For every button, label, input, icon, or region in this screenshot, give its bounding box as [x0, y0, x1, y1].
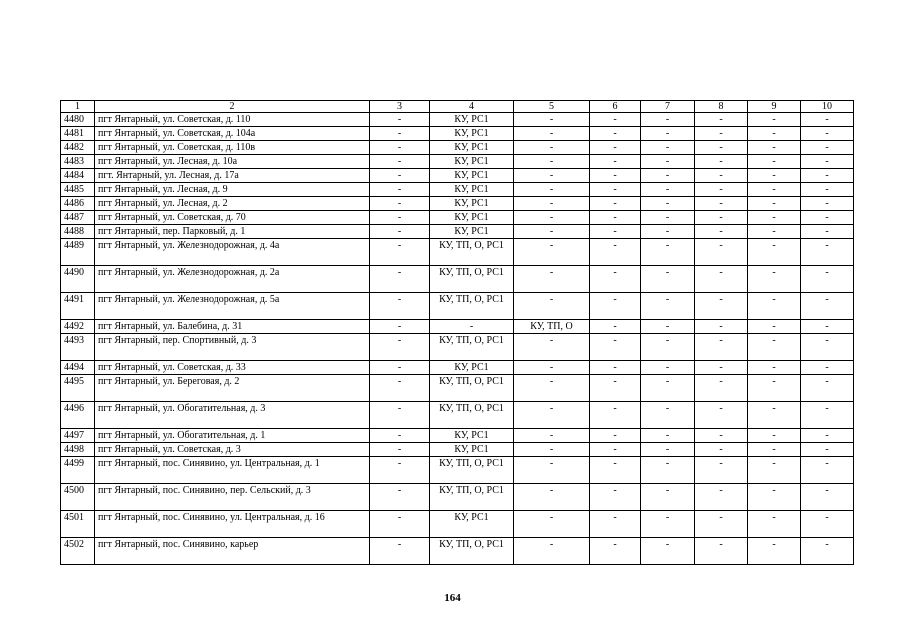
row-cell-col-4: КУ, РС1 — [430, 429, 514, 443]
row-cell-col-3: - — [370, 183, 430, 197]
row-cell-col-5: - — [514, 169, 590, 183]
row-address: пгт Янтарный, ул. Советская, д. 33 — [95, 361, 370, 375]
column-header-7: 7 — [641, 101, 695, 113]
table-body — [61, 113, 854, 565]
table-row — [61, 266, 854, 293]
row-cell-col-9: - — [748, 361, 801, 375]
row-cell-col-7: - — [641, 239, 695, 266]
row-number: 4484 — [61, 169, 95, 183]
row-cell-col-3: - — [370, 293, 430, 320]
row-cell-col-4: КУ, РС1 — [430, 113, 514, 127]
row-cell-col-9: - — [748, 113, 801, 127]
table-row — [61, 211, 854, 225]
row-cell-col-8: - — [695, 155, 748, 169]
row-cell-col-10: - — [801, 211, 854, 225]
row-address: пгт Янтарный, ул. Лесная, д. 10а — [95, 155, 370, 169]
row-cell-col-3: - — [370, 225, 430, 239]
row-cell-col-10: - — [801, 484, 854, 511]
row-cell-col-7: - — [641, 266, 695, 293]
table-row — [61, 457, 854, 484]
table-row — [61, 334, 854, 361]
table-row — [61, 239, 854, 266]
row-address: пгт Янтарный, ул. Железнодорожная, д. 2а — [95, 266, 370, 293]
row-cell-col-9: - — [748, 155, 801, 169]
data-table — [60, 100, 854, 565]
row-cell-col-7: - — [641, 443, 695, 457]
row-cell-col-9: - — [748, 266, 801, 293]
row-cell-col-10: - — [801, 183, 854, 197]
row-address: пгт Янтарный, ул. Береговая, д. 2 — [95, 375, 370, 402]
row-cell-col-3: - — [370, 127, 430, 141]
row-cell-col-9: - — [748, 538, 801, 565]
row-cell-col-10: - — [801, 538, 854, 565]
row-cell-col-5: - — [514, 225, 590, 239]
row-cell-col-4: КУ, ТП, О, РС1 — [430, 538, 514, 565]
row-cell-col-8: - — [695, 402, 748, 429]
row-cell-col-4: КУ, ТП, О, РС1 — [430, 293, 514, 320]
row-cell-col-8: - — [695, 141, 748, 155]
row-cell-col-6: - — [590, 484, 641, 511]
row-number: 4490 — [61, 266, 95, 293]
column-header-9: 9 — [748, 101, 801, 113]
row-cell-col-8: - — [695, 127, 748, 141]
row-cell-col-6: - — [590, 538, 641, 565]
row-cell-col-8: - — [695, 511, 748, 538]
row-number: 4492 — [61, 320, 95, 334]
row-address: пгт Янтарный, ул. Лесная, д. 2 — [95, 197, 370, 211]
row-cell-col-6: - — [590, 511, 641, 538]
row-cell-col-6: - — [590, 443, 641, 457]
row-cell-col-3: - — [370, 169, 430, 183]
row-cell-col-3: - — [370, 197, 430, 211]
row-cell-col-3: - — [370, 402, 430, 429]
row-cell-col-8: - — [695, 183, 748, 197]
row-number: 4495 — [61, 375, 95, 402]
column-header-3: 3 — [370, 101, 430, 113]
row-cell-col-5: - — [514, 293, 590, 320]
row-cell-col-4: КУ, РС1 — [430, 183, 514, 197]
row-cell-col-5: - — [514, 211, 590, 225]
row-cell-col-4: КУ, ТП, О, РС1 — [430, 334, 514, 361]
row-cell-col-5: - — [514, 429, 590, 443]
table-row — [61, 402, 854, 429]
row-cell-col-9: - — [748, 225, 801, 239]
row-cell-col-5: - — [514, 402, 590, 429]
row-cell-col-9: - — [748, 239, 801, 266]
row-cell-col-6: - — [590, 293, 641, 320]
row-number: 4485 — [61, 183, 95, 197]
row-cell-col-3: - — [370, 375, 430, 402]
row-cell-col-8: - — [695, 225, 748, 239]
row-cell-col-3: - — [370, 361, 430, 375]
row-number: 4500 — [61, 484, 95, 511]
row-cell-col-4: КУ, ТП, О, РС1 — [430, 375, 514, 402]
row-address: пгт Янтарный, пос. Синявино, карьер — [95, 538, 370, 565]
row-number: 4491 — [61, 293, 95, 320]
row-cell-col-10: - — [801, 113, 854, 127]
table-row — [61, 141, 854, 155]
row-cell-col-4: КУ, РС1 — [430, 211, 514, 225]
row-cell-col-6: - — [590, 266, 641, 293]
row-cell-col-10: - — [801, 457, 854, 484]
row-cell-col-10: - — [801, 293, 854, 320]
column-header-8: 8 — [695, 101, 748, 113]
row-cell-col-6: - — [590, 155, 641, 169]
row-address: пгт Янтарный, ул. Советская, д. 3 — [95, 443, 370, 457]
row-cell-col-4: КУ, РС1 — [430, 127, 514, 141]
row-cell-col-5: - — [514, 538, 590, 565]
row-cell-col-3: - — [370, 538, 430, 565]
column-header-5: 5 — [514, 101, 590, 113]
row-cell-col-4: КУ, ТП, О, РС1 — [430, 484, 514, 511]
row-cell-col-10: - — [801, 361, 854, 375]
row-cell-col-3: - — [370, 239, 430, 266]
row-address: пгт Янтарный, ул. Советская, д. 104а — [95, 127, 370, 141]
row-cell-col-8: - — [695, 457, 748, 484]
row-cell-col-9: - — [748, 169, 801, 183]
row-cell-col-6: - — [590, 183, 641, 197]
row-number: 4489 — [61, 239, 95, 266]
row-cell-col-4: КУ, РС1 — [430, 361, 514, 375]
row-cell-col-7: - — [641, 429, 695, 443]
row-cell-col-9: - — [748, 211, 801, 225]
row-address: пгт Янтарный, ул. Лесная, д. 9 — [95, 183, 370, 197]
row-cell-col-3: - — [370, 113, 430, 127]
row-number: 4482 — [61, 141, 95, 155]
row-cell-col-5: - — [514, 141, 590, 155]
row-cell-col-9: - — [748, 141, 801, 155]
row-cell-col-4: КУ, РС1 — [430, 511, 514, 538]
row-cell-col-7: - — [641, 402, 695, 429]
row-cell-col-3: - — [370, 457, 430, 484]
row-cell-col-4: - — [430, 320, 514, 334]
row-cell-col-6: - — [590, 211, 641, 225]
row-cell-col-3: - — [370, 429, 430, 443]
row-cell-col-5: - — [514, 155, 590, 169]
row-cell-col-8: - — [695, 538, 748, 565]
row-cell-col-3: - — [370, 443, 430, 457]
row-cell-col-9: - — [748, 375, 801, 402]
row-cell-col-5: - — [514, 443, 590, 457]
row-cell-col-6: - — [590, 225, 641, 239]
row-cell-col-10: - — [801, 402, 854, 429]
row-cell-col-8: - — [695, 443, 748, 457]
row-cell-col-9: - — [748, 511, 801, 538]
row-number: 4488 — [61, 225, 95, 239]
table-row — [61, 361, 854, 375]
row-cell-col-6: - — [590, 320, 641, 334]
row-number: 4499 — [61, 457, 95, 484]
row-cell-col-7: - — [641, 127, 695, 141]
row-cell-col-9: - — [748, 457, 801, 484]
row-cell-col-5: - — [514, 484, 590, 511]
column-header-10: 10 — [801, 101, 854, 113]
row-cell-col-3: - — [370, 511, 430, 538]
row-cell-col-8: - — [695, 361, 748, 375]
row-cell-col-6: - — [590, 457, 641, 484]
row-cell-col-6: - — [590, 402, 641, 429]
row-cell-col-7: - — [641, 155, 695, 169]
row-cell-col-9: - — [748, 484, 801, 511]
row-cell-col-7: - — [641, 183, 695, 197]
row-cell-col-5: - — [514, 361, 590, 375]
row-number: 4493 — [61, 334, 95, 361]
row-address: пгт Янтарный, ул. Обогатительная, д. 1 — [95, 429, 370, 443]
row-address: пгт Янтарный, пос. Синявино, ул. Центральная, д. 16 — [95, 511, 370, 538]
row-cell-col-3: - — [370, 211, 430, 225]
row-cell-col-6: - — [590, 334, 641, 361]
row-cell-col-5: КУ, ТП, О — [514, 320, 590, 334]
row-cell-col-9: - — [748, 429, 801, 443]
row-cell-col-6: - — [590, 141, 641, 155]
row-cell-col-10: - — [801, 375, 854, 402]
row-cell-col-5: - — [514, 113, 590, 127]
row-cell-col-4: КУ, РС1 — [430, 197, 514, 211]
row-cell-col-8: - — [695, 266, 748, 293]
row-cell-col-7: - — [641, 169, 695, 183]
row-cell-col-8: - — [695, 169, 748, 183]
row-cell-col-9: - — [748, 402, 801, 429]
row-cell-col-6: - — [590, 197, 641, 211]
header-row — [61, 101, 854, 113]
row-cell-col-4: КУ, РС1 — [430, 443, 514, 457]
row-cell-col-5: - — [514, 266, 590, 293]
row-cell-col-7: - — [641, 361, 695, 375]
row-cell-col-4: КУ, РС1 — [430, 155, 514, 169]
row-cell-col-10: - — [801, 443, 854, 457]
row-cell-col-4: КУ, ТП, О, РС1 — [430, 266, 514, 293]
table-row — [61, 183, 854, 197]
row-cell-col-6: - — [590, 113, 641, 127]
row-cell-col-10: - — [801, 334, 854, 361]
row-cell-col-8: - — [695, 484, 748, 511]
row-cell-col-9: - — [748, 197, 801, 211]
row-cell-col-4: КУ, ТП, О, РС1 — [430, 457, 514, 484]
row-cell-col-10: - — [801, 197, 854, 211]
row-address: пгт Янтарный, пос. Синявино, пер. Сельский, д. 3 — [95, 484, 370, 511]
row-cell-col-8: - — [695, 197, 748, 211]
row-number: 4483 — [61, 155, 95, 169]
row-number: 4494 — [61, 361, 95, 375]
row-cell-col-8: - — [695, 293, 748, 320]
row-number: 4486 — [61, 197, 95, 211]
row-cell-col-4: КУ, ТП, О, РС1 — [430, 402, 514, 429]
row-cell-col-7: - — [641, 457, 695, 484]
row-address: пгт Янтарный, ул. Железнодорожная, д. 5а — [95, 293, 370, 320]
table-row — [61, 169, 854, 183]
row-cell-col-7: - — [641, 334, 695, 361]
row-number: 4501 — [61, 511, 95, 538]
table-row — [61, 484, 854, 511]
row-cell-col-4: КУ, РС1 — [430, 141, 514, 155]
row-number: 4496 — [61, 402, 95, 429]
row-cell-col-4: КУ, ТП, О, РС1 — [430, 239, 514, 266]
row-number: 4498 — [61, 443, 95, 457]
row-cell-col-10: - — [801, 239, 854, 266]
row-cell-col-10: - — [801, 429, 854, 443]
column-header-4: 4 — [430, 101, 514, 113]
row-cell-col-8: - — [695, 320, 748, 334]
row-cell-col-10: - — [801, 155, 854, 169]
row-number: 4497 — [61, 429, 95, 443]
row-cell-col-8: - — [695, 239, 748, 266]
row-cell-col-9: - — [748, 443, 801, 457]
row-address: пгт Янтарный, пер. Парковый, д. 1 — [95, 225, 370, 239]
row-cell-col-10: - — [801, 511, 854, 538]
row-address: пгт Янтарный, ул. Железнодорожная, д. 4а — [95, 239, 370, 266]
row-cell-col-8: - — [695, 429, 748, 443]
row-cell-col-9: - — [748, 293, 801, 320]
row-address: пгт Янтарный, ул. Советская, д. 110 — [95, 113, 370, 127]
row-address: пгт Янтарный, ул. Советская, д. 110в — [95, 141, 370, 155]
table-row — [61, 225, 854, 239]
row-cell-col-7: - — [641, 141, 695, 155]
row-address: пгт Янтарный, пер. Спортивный, д. 3 — [95, 334, 370, 361]
row-cell-col-9: - — [748, 334, 801, 361]
row-cell-col-5: - — [514, 457, 590, 484]
column-header-1: 1 — [61, 101, 95, 113]
row-cell-col-4: КУ, РС1 — [430, 169, 514, 183]
row-cell-col-10: - — [801, 225, 854, 239]
table-row — [61, 127, 854, 141]
page-number: 164 — [444, 592, 461, 604]
row-cell-col-7: - — [641, 484, 695, 511]
row-cell-col-7: - — [641, 511, 695, 538]
row-cell-col-6: - — [590, 127, 641, 141]
row-address: пгт Янтарный, пос. Синявино, ул. Центральная, д. 1 — [95, 457, 370, 484]
row-cell-col-6: - — [590, 239, 641, 266]
row-cell-col-10: - — [801, 266, 854, 293]
row-cell-col-7: - — [641, 293, 695, 320]
row-cell-col-7: - — [641, 113, 695, 127]
table-row — [61, 155, 854, 169]
row-cell-col-10: - — [801, 141, 854, 155]
table-row — [61, 538, 854, 565]
row-cell-col-3: - — [370, 334, 430, 361]
row-address: пгт. Янтарный, ул. Лесная, д. 17а — [95, 169, 370, 183]
row-cell-col-10: - — [801, 127, 854, 141]
row-cell-col-5: - — [514, 127, 590, 141]
row-address: пгт Янтарный, ул. Балебина, д. 31 — [95, 320, 370, 334]
row-cell-col-7: - — [641, 375, 695, 402]
row-cell-col-3: - — [370, 484, 430, 511]
row-cell-col-3: - — [370, 155, 430, 169]
row-cell-col-3: - — [370, 141, 430, 155]
row-cell-col-3: - — [370, 266, 430, 293]
row-cell-col-6: - — [590, 169, 641, 183]
row-cell-col-10: - — [801, 320, 854, 334]
row-cell-col-8: - — [695, 211, 748, 225]
row-cell-col-6: - — [590, 361, 641, 375]
row-cell-col-10: - — [801, 169, 854, 183]
table-row — [61, 197, 854, 211]
table-row — [61, 429, 854, 443]
row-cell-col-7: - — [641, 538, 695, 565]
row-cell-col-9: - — [748, 320, 801, 334]
row-cell-col-5: - — [514, 183, 590, 197]
row-cell-col-5: - — [514, 197, 590, 211]
row-address: пгт Янтарный, ул. Советская, д. 70 — [95, 211, 370, 225]
row-cell-col-7: - — [641, 197, 695, 211]
row-number: 4487 — [61, 211, 95, 225]
row-cell-col-6: - — [590, 375, 641, 402]
row-cell-col-5: - — [514, 334, 590, 361]
row-address: пгт Янтарный, ул. Обогатительная, д. 3 — [95, 402, 370, 429]
row-cell-col-7: - — [641, 320, 695, 334]
table-row — [61, 511, 854, 538]
row-cell-col-3: - — [370, 320, 430, 334]
row-cell-col-8: - — [695, 113, 748, 127]
row-cell-col-5: - — [514, 511, 590, 538]
table-row — [61, 113, 854, 127]
row-cell-col-6: - — [590, 429, 641, 443]
row-cell-col-9: - — [748, 127, 801, 141]
row-cell-col-8: - — [695, 334, 748, 361]
table-row — [61, 293, 854, 320]
row-cell-col-8: - — [695, 375, 748, 402]
row-cell-col-9: - — [748, 183, 801, 197]
row-cell-col-7: - — [641, 211, 695, 225]
table-row — [61, 443, 854, 457]
row-number: 4480 — [61, 113, 95, 127]
column-header-2: 2 — [95, 101, 370, 113]
row-cell-col-4: КУ, РС1 — [430, 225, 514, 239]
row-cell-col-5: - — [514, 375, 590, 402]
table-row — [61, 320, 854, 334]
row-number: 4481 — [61, 127, 95, 141]
row-cell-col-5: - — [514, 239, 590, 266]
row-cell-col-7: - — [641, 225, 695, 239]
table-row — [61, 375, 854, 402]
column-header-6: 6 — [590, 101, 641, 113]
row-number: 4502 — [61, 538, 95, 565]
